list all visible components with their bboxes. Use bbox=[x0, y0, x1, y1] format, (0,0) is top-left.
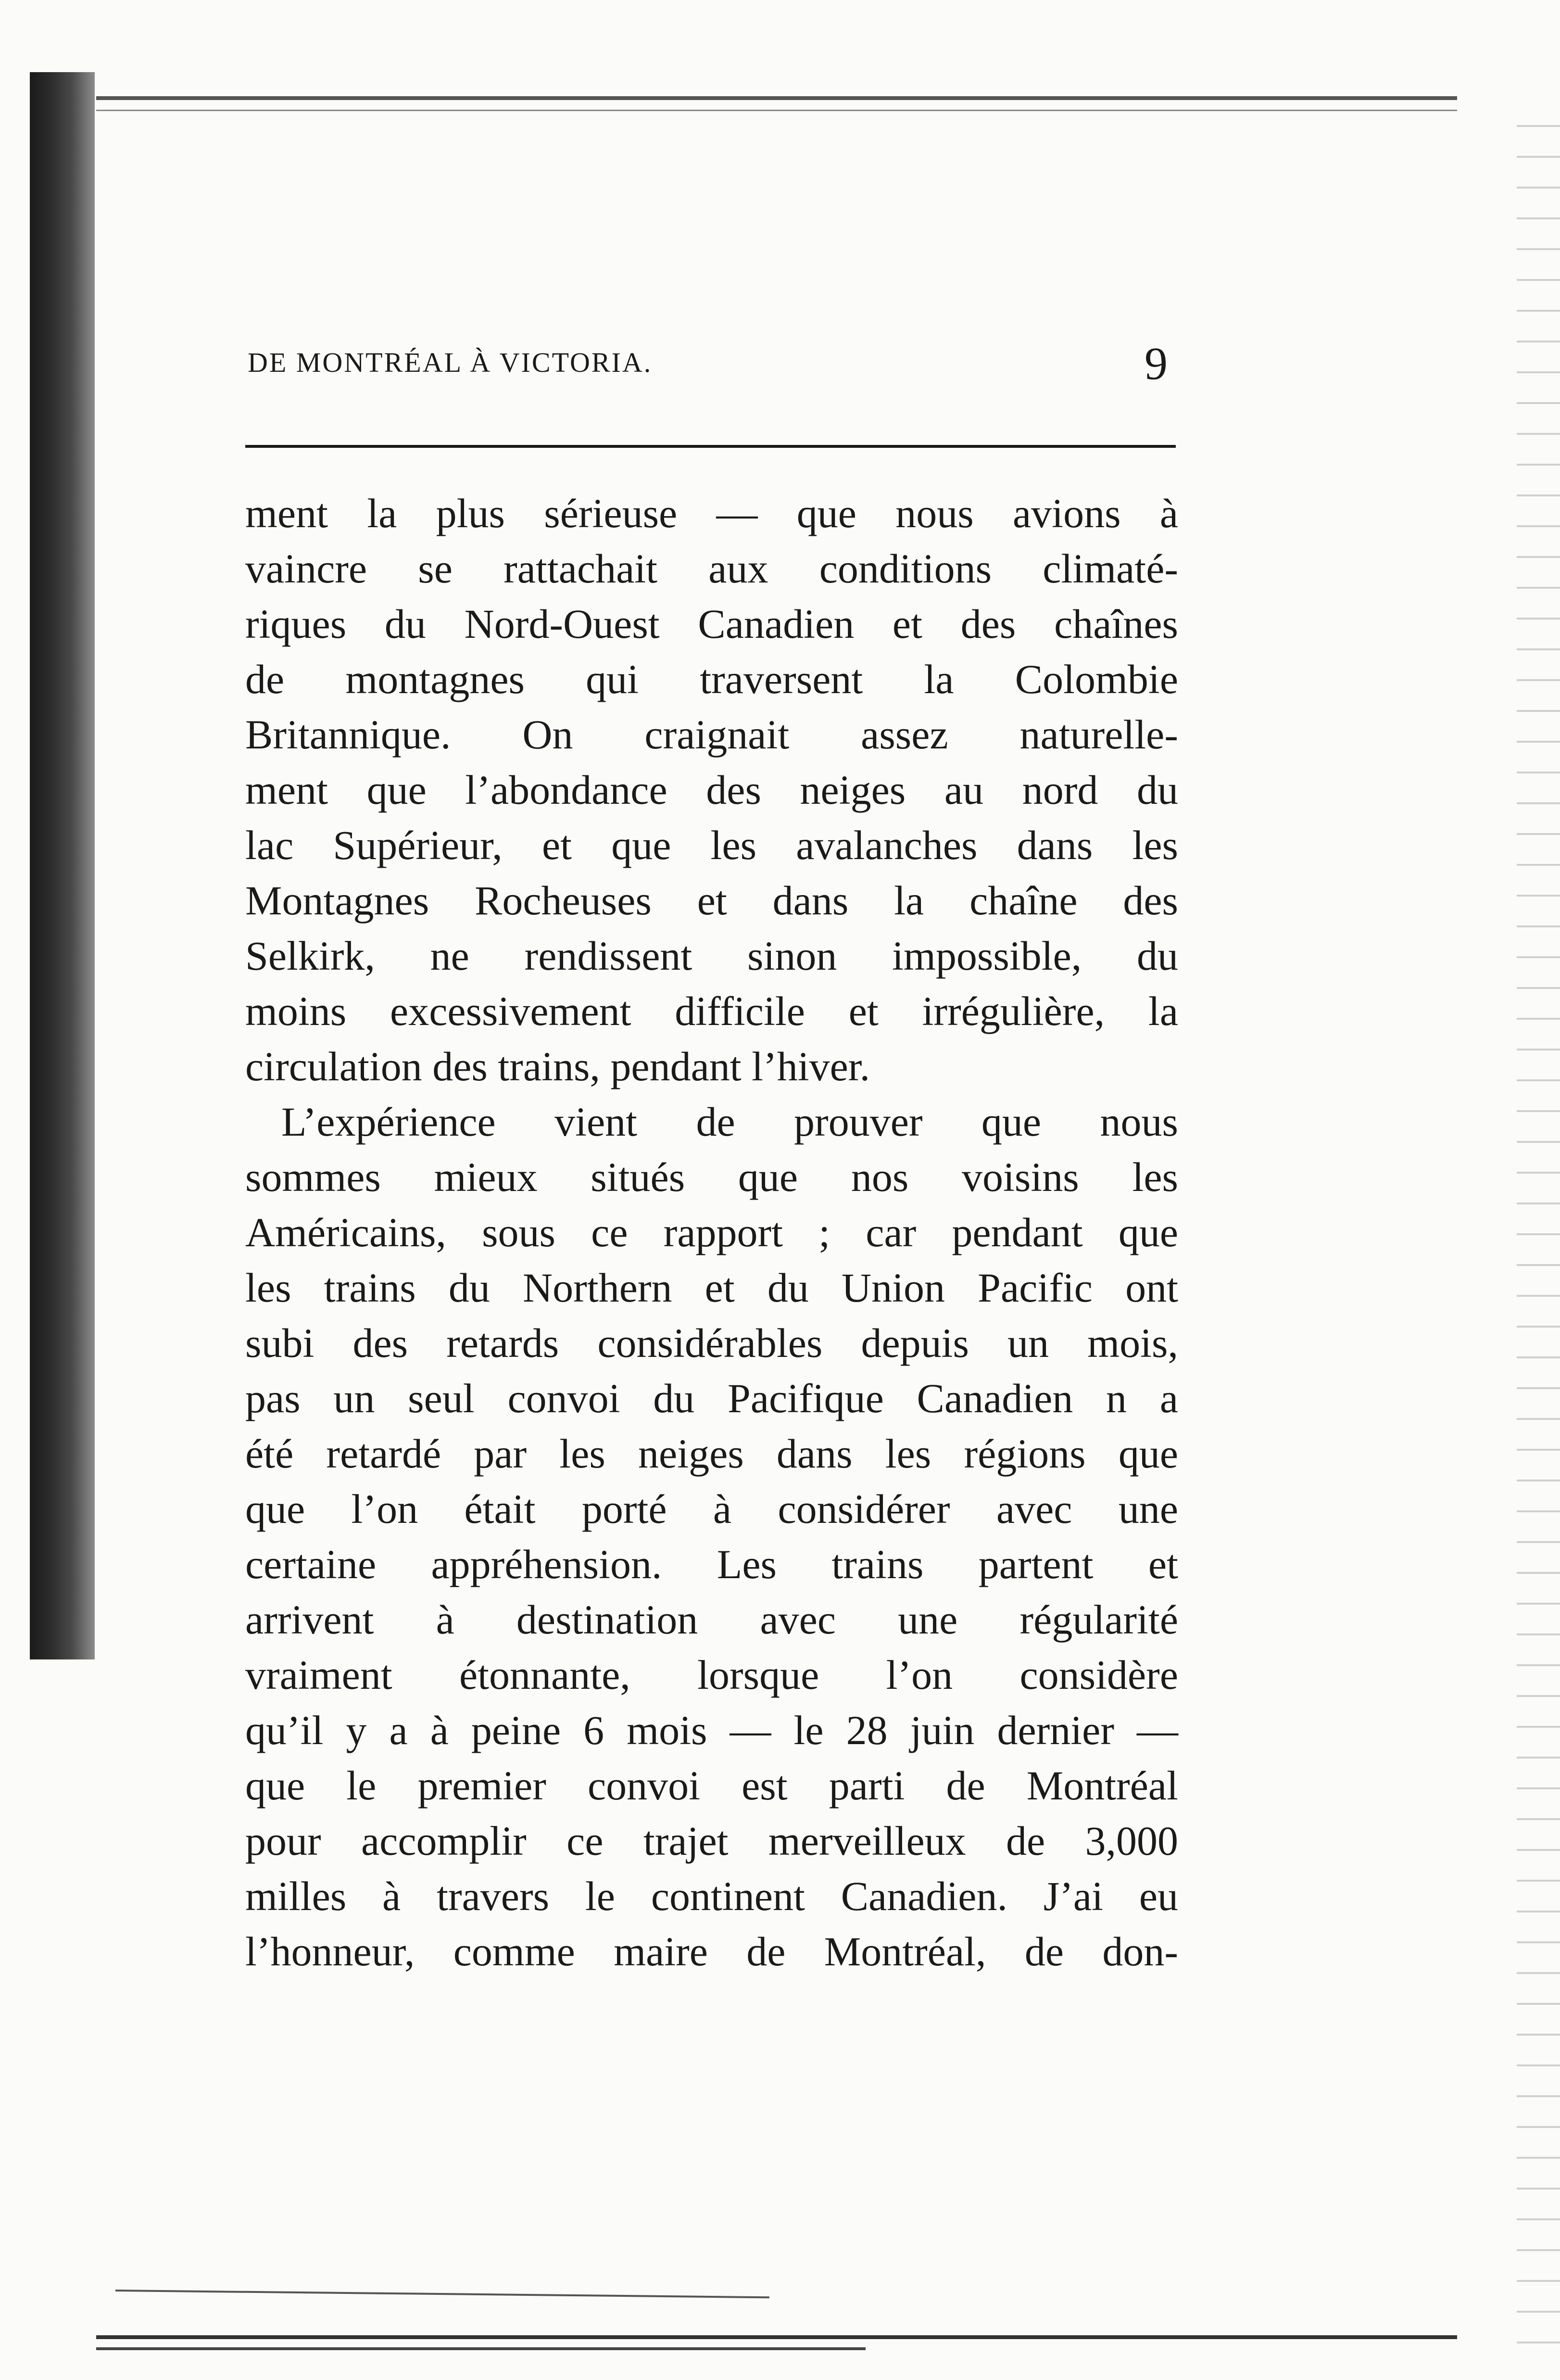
text-line: pour accomplir ce trajet merveilleux de 3,000 bbox=[245, 1818, 1178, 1864]
text-line: arrivent à destination avec une régularité bbox=[245, 1596, 1178, 1643]
text-line: vaincre se rattachait aux conditions climaté- bbox=[245, 545, 1178, 592]
text-line: de montagnes qui traversent la Colombie bbox=[245, 656, 1178, 702]
text-line: subi des retards considérables depuis un mois, bbox=[245, 1320, 1178, 1366]
text-line: ment la plus sérieuse — que nous avions à bbox=[245, 490, 1178, 536]
paragraph-start-line: L’expérience vient de prouver que nous bbox=[281, 1099, 1178, 1145]
text-line: les trains du Northern et du Union Pacific ont bbox=[245, 1265, 1178, 1311]
text-line: circulation des trains, pendant l’hiver. bbox=[245, 1043, 870, 1089]
top-frame-rule bbox=[96, 96, 1457, 100]
text-line: sommes mieux situés que nos voisins les bbox=[245, 1154, 1178, 1200]
text-line: certaine appréhension. Les trains partent et bbox=[245, 1541, 1178, 1587]
text-line: été retardé par les neiges dans les régions que bbox=[245, 1431, 1178, 1477]
text-line: moins excessivement difficile et irrégulière, la bbox=[245, 988, 1178, 1034]
top-frame-rule-thin bbox=[96, 110, 1457, 111]
text-line: que l’on était porté à considérer avec une bbox=[245, 1486, 1178, 1532]
running-title: DE MONTRÉAL À VICTORIA. bbox=[248, 347, 653, 378]
text-line: qu’il y a à peine 6 mois — le 28 juin dernier — bbox=[245, 1707, 1178, 1753]
text-line: Selkirk, ne rendissent sinon impossible, du bbox=[245, 933, 1178, 979]
bottom-frame-rule bbox=[96, 2335, 1457, 2339]
text-line: milles à travers le continent Canadien. J’ai eu bbox=[245, 1873, 1178, 1919]
text-line: ment que l’abondance des neiges au nord du bbox=[245, 767, 1178, 813]
text-line: que le premier convoi est parti de Montréal bbox=[245, 1762, 1178, 1809]
scan-right-edge-noise bbox=[1517, 96, 1560, 2357]
text-line: riques du Nord-Ouest Canadien et des chaînes bbox=[245, 601, 1178, 647]
text-line: Américains, sous ce rapport ; car pendant que bbox=[245, 1209, 1178, 1255]
body-text bbox=[245, 486, 1178, 1979]
text-line: l’honneur, comme maire de Montréal, de don- bbox=[245, 1928, 1178, 1975]
bottom-frame-rule-thick bbox=[96, 2347, 866, 2350]
text-line: Britannique. On craignait assez naturelle- bbox=[245, 711, 1178, 758]
header-rule bbox=[245, 445, 1176, 448]
text-line: Montagnes Rocheuses et dans la chaîne des bbox=[245, 877, 1178, 924]
scan-binding-shadow bbox=[30, 72, 95, 1659]
page-number: 9 bbox=[1145, 338, 1168, 389]
text-line: pas un seul convoi du Pacifique Canadien n a bbox=[245, 1375, 1178, 1421]
bottom-short-rule bbox=[115, 2290, 769, 2298]
text-line: lac Supérieur, et que les avalanches dans les bbox=[245, 822, 1178, 868]
text-line: vraiment étonnante, lorsque l’on considère bbox=[245, 1652, 1178, 1698]
